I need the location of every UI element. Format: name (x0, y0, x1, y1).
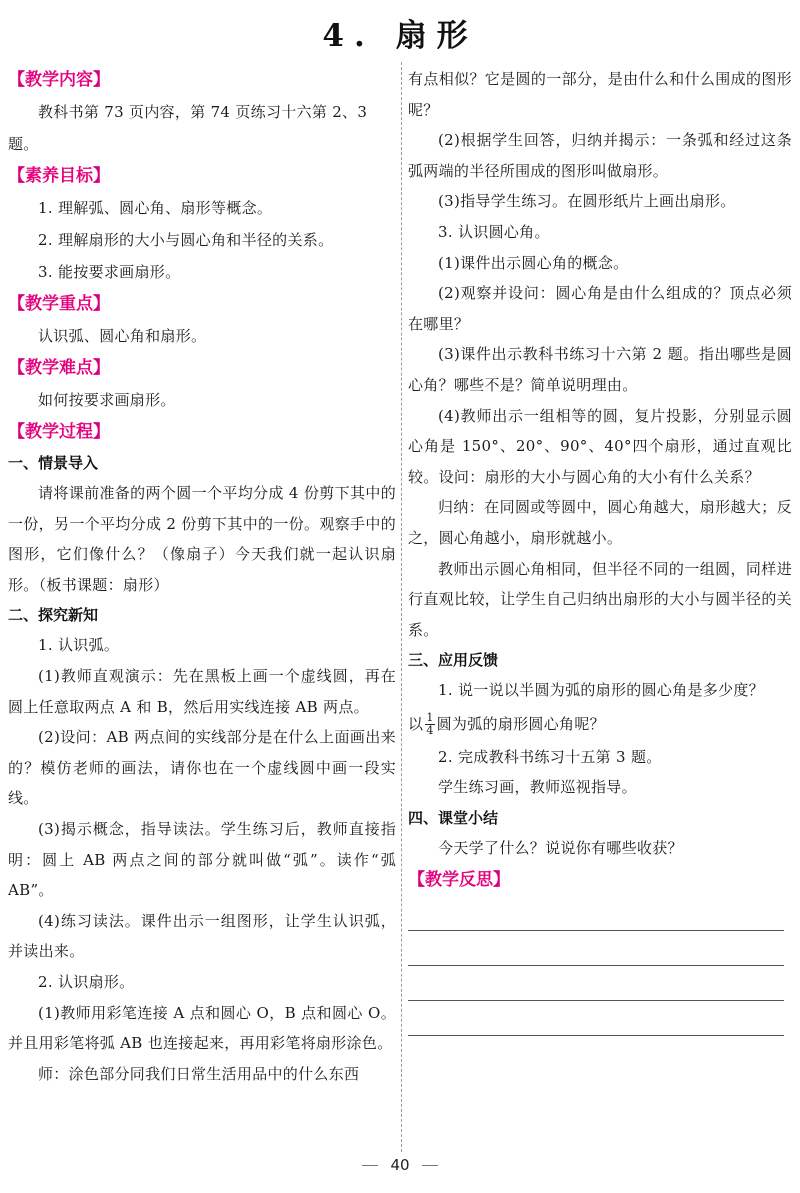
reflection-line (408, 1000, 784, 1001)
goal-item: 1. 理解弧、圆心角、扇形等概念。 (38, 199, 273, 217)
paragraph: (3)指导学生练习。在圆形纸片上画出扇形。 (438, 192, 736, 211)
heading-teaching-content: 【教学内容】 (8, 70, 110, 90)
difficulty-text: 如何按要求画扇形。 (38, 391, 176, 409)
paragraph: (3)课件出示教科书练习十六第 2 题。指出哪些是圆心角？哪些不是？简单说明理由。 (408, 345, 792, 394)
reflection-line (408, 965, 784, 966)
section-explore: 二、探究新知 (8, 606, 99, 625)
fraction: $\frac{1}{4}$ (426, 711, 434, 738)
paragraph: (2)根据学生回答，归纳并揭示：一条弧和经过这条弧两端的半径所围成的图形叫做扇形。 (408, 131, 792, 180)
paragraph: 师：涂色部分同我们日常生活用品中的什么东西 (38, 1064, 360, 1083)
goal-item: 3. 能按要求画扇形。 (38, 263, 181, 281)
paragraph: 1. 认识弧。 (38, 636, 120, 655)
right-column (408, 64, 792, 1036)
paragraph: 2. 完成教科书练习十五第 3 题。 (438, 747, 662, 766)
paragraph: (4)教师出示一组相等的圆，复片投影，分别显示圆心角是 150°、20°、90°、40°四个扇形，通过直观比较。设问：扇形的大小与圆心角的大小有什么关系？ (408, 406, 792, 486)
paragraph: (1)教师用彩笔连接 A 点和圆心 O，B 点和圆心 O。并且用彩笔将弧 AB 也连接起来，再用彩笔将扇形涂色。 (8, 1003, 396, 1053)
heading-goals: 【素养目标】 (8, 166, 110, 186)
section-summary: 四、课堂小结 (408, 809, 499, 828)
paragraph: 归纳：在同圆或等圆中，圆心角越大，扇形越大；反之，圆心角越小，扇形就越小。 (408, 498, 792, 547)
paragraph: 教师出示圆心角相同，但半径不同的一组圆，同样进行直观比较，让学生自己归纳出扇形的大小与圆半径的关系。 (408, 559, 792, 639)
paragraph: (1)教师直观演示：先在黑板上画一个虚线圆，再在圆上任意取两点 A 和 B，然后用实线连接 AB 两点。 (8, 666, 396, 716)
paragraph: (4)练习读法。课件出示一组图形，让学生认识弧，并读出来。 (8, 911, 396, 961)
paragraph: 1. 说一说以半圆为弧的扇形的圆心角是多少度？ (438, 681, 764, 700)
section-feedback: 三、应用反馈 (408, 651, 499, 670)
key-points-text: 认识弧、圆心角和扇形。 (38, 327, 207, 345)
heading-process: 【教学过程】 (8, 422, 110, 442)
page-number: 40 (390, 1156, 410, 1174)
paragraph: 3. 认识圆心角。 (438, 222, 550, 241)
column-divider (401, 62, 402, 1152)
goal-item: 2. 理解扇形的大小与圆心角和半径的关系。 (38, 231, 334, 249)
footer-dash (422, 1165, 438, 1166)
fraction-question: 以 $\frac{1}{4}$ 圆为弧的扇形圆心角呢？ (408, 711, 605, 738)
paragraph: (1)课件出示圆心角的概念。 (438, 253, 629, 272)
paragraph: 有点相似？它是圆的一部分，是由什么和什么围成的图形呢？ (408, 70, 792, 119)
reflection-line (408, 1035, 784, 1036)
heading-key-points: 【教学重点】 (8, 294, 110, 314)
paragraph: (2)观察并设问：圆心角是由什么组成的？顶点必须在哪里？ (408, 284, 792, 333)
paragraph: (2)设问：AB 两点间的实线部分是在什么上面画出来的？模仿老师的画法，请你也在一个虚线圆中画一段实线。 (8, 728, 396, 808)
paragraph: 今天学了什么？说说你有哪些收获？ (438, 839, 683, 858)
paragraph: 请将课前准备的两个圆一个平均分成 4 份剪下其中的一份，另一个平均分成 2 份剪下其中的一份。观察手中的图形，它们像什么？（像扇子）今天我们就一起认识扇形。（板书课题：扇形） (8, 484, 396, 594)
heading-difficulty: 【教学难点】 (8, 358, 110, 378)
section-intro: 一、情景导入 (8, 454, 99, 472)
page-title: 4. 扇形 (322, 18, 478, 54)
paragraph: (3)揭示概念，指导读法。学生练习后，教师直接指明：圆上 AB 两点之间的部分就叫做“弧”。读作“弧 AB”。 (8, 819, 396, 900)
paragraph: 学生练习画，教师巡视指导。 (438, 778, 637, 797)
footer-dash (362, 1165, 378, 1166)
left-column (8, 64, 396, 1089)
heading-reflection: 【教学反思】 (408, 869, 510, 890)
teaching-content-text: 教科书第 73 页内容，第 74 页练习十六第 2、3 题。 (8, 103, 368, 153)
paragraph: 2. 认识扇形。 (38, 972, 135, 991)
page-footer (0, 1156, 800, 1174)
reflection-line (408, 930, 784, 931)
